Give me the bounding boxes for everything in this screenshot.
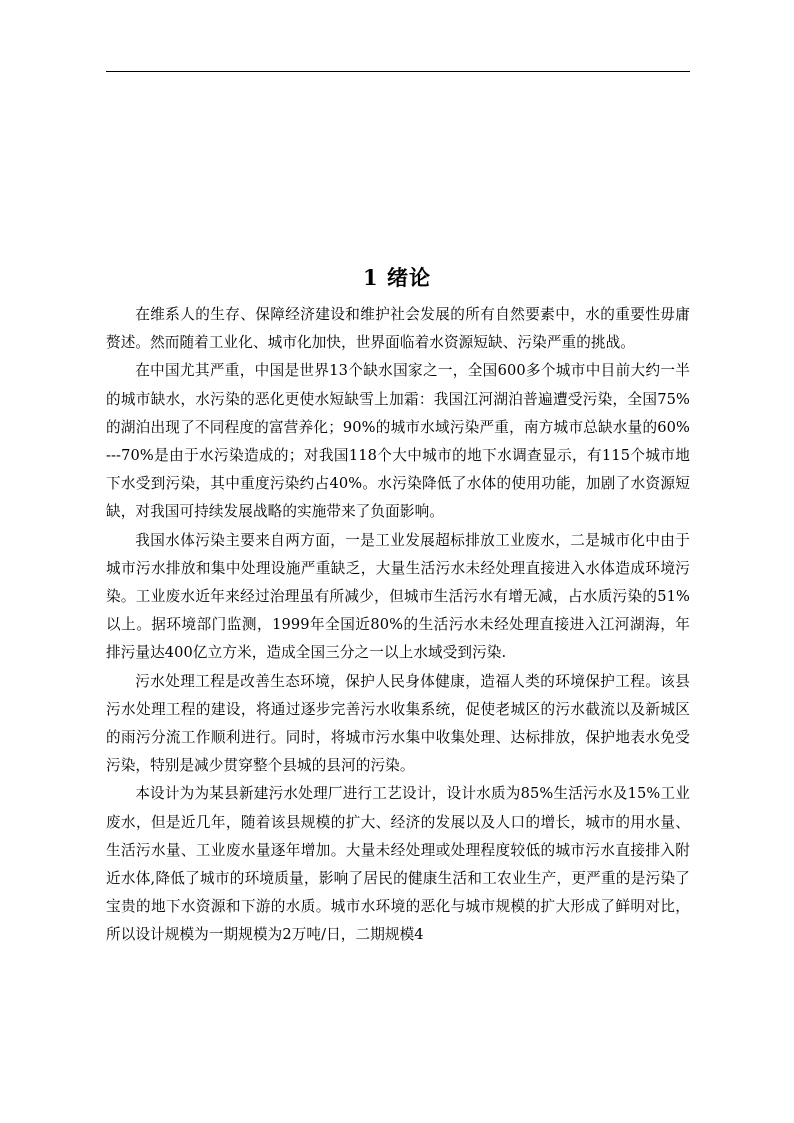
paragraph-3: 我国水体污染主要来自两方面，一是工业发展超标排放工业废水，二是城市化中由于城市污水排放和集中处理设施严重缺乏，大量生活污水未经处理直接进入水体造成环境污染。工业废水近年来经过治理虽有所减少，但城市生活污水有增无减，占水质污染的51%以上。据环境部门监测，1999年全国近80%的生活污水未经处理直接进入江河湖海，年排污量达400亿立方米，造成全国三分之一以上水域受到污染. xyxy=(106,531,690,662)
chapter-title: 1 绪论 xyxy=(363,265,431,290)
paragraph-1: 在维系人的生存、保障经济建设和维护社会发展的所有自然要素中，水的重要性毋庸赘述。然而随着工业化、城市化加快，世界面临着水资源短缺、污染严重的挑战。 xyxy=(106,306,690,352)
paragraph-2: 在中国尤其严重，中国是世界13个缺水国家之一，全国600多个城市中目前大约一半的城市缺水，水污染的恶化更使水短缺雪上加霜：我国江河湖泊普遍遭受污染，全国75%的湖泊出现了不同程度的富营养化；90%的城市水域污染严重，南方城市总缺水量的60%---70%是由于水污染造成的；对我国118个大中城市的地下水调查显示，有115个城市地下水受到污染，其中重度污染约占40%。水污染降低了水体的使用功能，加剧了水资源短缺，对我国可持续发展战略的实施带来了负面影响。 xyxy=(106,362,690,521)
body-text xyxy=(106,301,690,950)
paragraph-5: 本设计为为某县新建污水处理厂进行工艺设计，设计水质为85%生活污水及15%工业废水，但是近几年，随着该县规模的扩大、经济的发展以及人口的增长，城市的用水量、生活污水量、工业废水量逐年增加。大量未经处理或处理程度较低的城市污水直接排入附近水体,降低了城市的环境质量，影响了居民的健康生活和工农业生产，更严重的是污染了宝贵的地下水资源和下游的水质。城市水环境的恶化与城市规模的扩大形成了鲜明对比，所以设计规模为一期规模为2万吨/日，二期规模4 xyxy=(106,785,690,944)
paragraph-4: 污水处理工程是改善生态环境，保护人民身体健康，造福人类的环境保护工程。该县污水处理工程的建设，将通过逐步完善污水收集系统，促使老城区的污水截流以及新城区的雨污分流工作顺利进行。同时，将城市污水集中收集处理、达标排放，保护地表水免受污染，特别是减少贯穿整个县城的县河的污染。 xyxy=(106,672,690,775)
header-rule xyxy=(106,71,690,72)
